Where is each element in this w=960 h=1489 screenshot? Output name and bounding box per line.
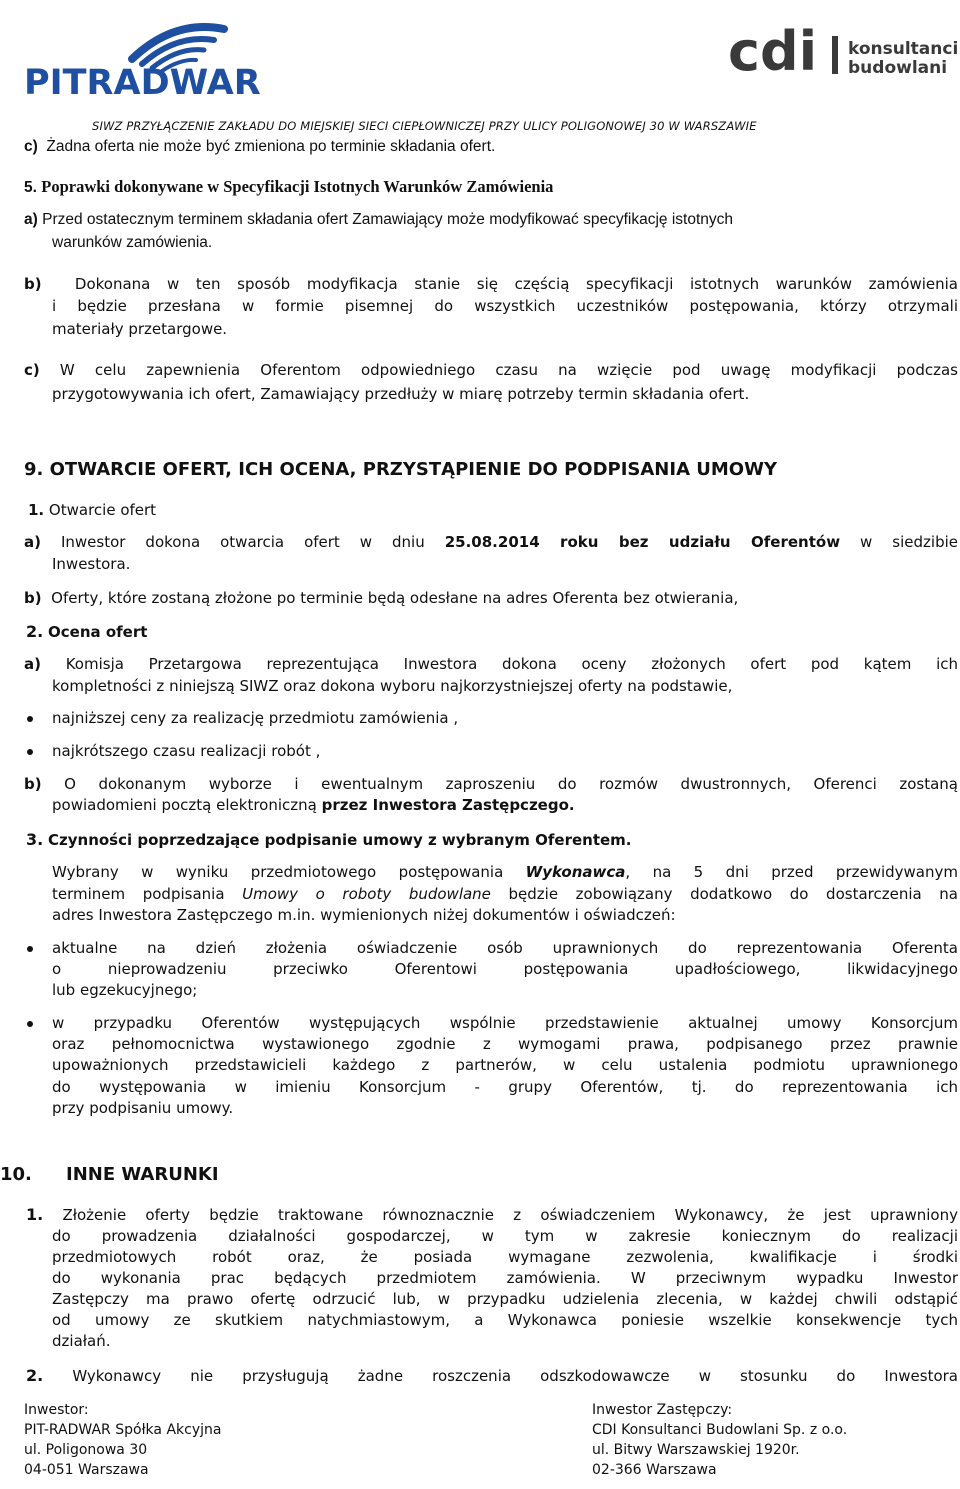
s10-p1-line2: do prowadzenia działalności gospodarczej, w tym w zakresie koniecznym do realizacji [52, 1227, 958, 1245]
footer-investor-name: PIT-RADWAR Spółka Akcyjna [24, 1422, 222, 1438]
s10-p2-line1: 2. Wykonawcy nie przysługują żadne roszczenia odszkodowawcze w stosunku do Inwestora [26, 1366, 958, 1385]
s10-p1-line3: przedmiotowych robót oraz, że posiada wymagane zezwolenia, kwalifikacje i środki [52, 1248, 958, 1266]
s10-num: 10. [0, 1164, 32, 1185]
footer-substitute-label: Inwestor Zastępczy: [592, 1402, 733, 1418]
cdi-logo-line2: budowlani [848, 58, 948, 78]
s9-bullet2: najkrótszego czasu realizacji robót , [52, 742, 321, 760]
s9-p2-title: 2. Ocena ofert [26, 622, 148, 641]
bullet-icon [27, 1021, 33, 1027]
footer-substitute-city: 02-366 Warszawa [592, 1462, 717, 1478]
s8-c2-line1: c) W celu zapewnienia Oferentom odpowiedniego czasu na wzięcie pod uwagę modyfikacji podczas [24, 361, 958, 379]
siwz-header: SIWZ PRZYŁĄCZENIE ZAKŁADU DO MIEJSKIEJ SIECI CIEPŁOWNICZEJ PRZY ULICY POLIGONOWEJ 30 W WARSZAWIE [92, 119, 757, 133]
s9-b: b) Oferty, które zostaną złożone po terminie będą odesłane na adres Oferenta bez otwierania, [24, 589, 739, 607]
s8-b-line2: i będzie przesłana w formie pisemnej do wszystkich uczestników postępowania, którzy otrzymali [52, 297, 958, 315]
pitradwar-logo-mark [24, 14, 274, 99]
s9-a2-line1: a) Komisja Przetargowa reprezentująca Inwestora dokona oceny złożonych ofert pod kątem ich [24, 655, 959, 673]
s9-bullet1: najniższej ceny za realizację przedmiotu zamówienia , [52, 709, 459, 727]
s8-a-line2: warunków zamówienia. [52, 234, 213, 251]
s9-p3-line2: terminem podpisania Umowy o roboty budowlane będzie zobowiązany dodatkowo do dostarczenia na [52, 885, 958, 903]
s9-a-line2: Inwestora. [52, 555, 131, 573]
s9-a-line1: a) Inwestor dokona otwarcia ofert w dniu 25.08.2014 roku bez udziału Oferentów w siedzibie [24, 533, 958, 551]
s9-bullet4-line4: do występowania w imieniu Konsorcjum - grupy Oferentów, tj. do reprezentowania ich [52, 1078, 958, 1096]
s9-bullet4-line2: oraz pełnomocnictwa wystawionego zgodnie z wymogami prawa, podpisanego przez prawnie [52, 1035, 958, 1053]
footer-substitute-name: CDI Konsultanci Budowlani Sp. z o.o. [592, 1422, 848, 1438]
s10-p1-line1: 1. Złożenie oferty będzie traktowane równoznacznie z oświadczeniem Wykonawcy, że jest uprawniony [26, 1205, 958, 1224]
footer-investor-city: 04-051 Warszawa [24, 1462, 149, 1478]
bullet-icon [27, 946, 33, 952]
s9-bullet3-line1: aktualne na dzień złożenia oświadczenie osób uprawnionych do reprezentowania Oferenta [52, 939, 958, 957]
s9-bullet4-line1: w przypadku Oferentów występujących wspólnie przedstawienie aktualnej umowy Konsorcjum [52, 1014, 958, 1032]
footer-investor-street: ul. Poligonowa 30 [24, 1442, 148, 1458]
s8-c: c) Żadna oferta nie może być zmieniona po terminie składania ofert. [24, 138, 496, 155]
bullet-icon [27, 749, 33, 755]
s10-title: INNE WARUNKI [66, 1164, 219, 1185]
s9-p3-line1: Wybrany w wyniku przedmiotowego postępowania Wykonawca, na 5 dni przed przewidywanym [52, 863, 958, 881]
pitradwar-logo [24, 14, 274, 99]
s9-b2-line1: b) O dokonanym wyborze i ewentualnym zaproszeniu do rozmów dwustronnych, Oferenci zostaną [24, 775, 958, 793]
cdi-logo-mark [728, 14, 960, 99]
s9-bullet4-line3: upoważnionych przedstawicieli każdego z partnerów, w celu ustalenia podmiotu uprawnionego [52, 1056, 958, 1074]
s8-c2-line2: przygotowywania ich ofert, Zamawiający przedłuży w miarę potrzeby termin składania ofert. [52, 385, 750, 403]
s9-bullet4-line5: przy podpisaniu umowy. [52, 1099, 234, 1117]
pitradwar-logo-text: PITRADWAR [24, 63, 261, 99]
s9-p1-title: 1. Otwarcie ofert [28, 501, 157, 519]
s10-p1-line4: do wykonania prac będących przedmiotem zamówienia. W przeciwnym wypadku Inwestor [52, 1269, 958, 1287]
s9-bullet3-line3: lub egzekucyjnego; [52, 981, 198, 999]
s9-p3-line3: adres Inwestora Zastępczego m.in. wymienionych niżej dokumentów i oświadczeń: [52, 906, 676, 924]
s10-p1-line5: Zastępczy ma prawo ofertę odrzucić lub, w przypadku udzielenia zlecenia, w każdej chwili odstąpić [52, 1290, 958, 1308]
s9-bullet3-line2: o nieprowadzeniu przeciwko Oferentowi postępowania upadłościowego, likwidacyjnego [52, 960, 958, 978]
s8-a-line1: a) Przed ostatecznym terminem składania ofert Zamawiający może modyfikować specyfikację istotnych [24, 211, 733, 228]
s8-b-line3: materiały przetargowe. [52, 320, 228, 338]
s10-p1-line7: działań. [52, 1332, 111, 1350]
s8-p5-heading: 5. Poprawki dokonywane w Specyfikacji Istotnych Warunków Zamówienia [24, 177, 554, 196]
s9-heading: 9. OTWARCIE OFERT, ICH OCENA, PRZYSTĄPIENIE DO PODPISANIA UMOWY [24, 459, 777, 480]
s9-b2-line2: powiadomieni pocztą elektroniczną przez Inwestora Zastępczego. [52, 796, 575, 814]
cdi-logo [728, 14, 960, 99]
footer-substitute-street: ul. Bitwy Warszawskiej 1920r. [592, 1442, 800, 1458]
footer-investor-label: Inwestor: [24, 1402, 89, 1418]
cdi-logo-line1: konsultanci [848, 39, 959, 59]
s9-a2-line2: kompletności z niniejszą SIWZ oraz dokona wyboru najkorzystniejszej oferty na podstawie, [52, 677, 733, 695]
s8-b-line1: b) Dokonana w ten sposób modyfikacja stanie się częścią specyfikacji istotnych warunków zamówienia [24, 275, 958, 293]
bullet-icon [27, 716, 33, 722]
s10-p1-line6: od umowy ze skutkiem natychmiastowym, a Wykonawca poniesie wszelkie konsekwencje tych [52, 1311, 958, 1329]
footer-investor [24, 1400, 221, 1480]
s9-p3-title: 3. Czynności poprzedzające podpisanie umowy z wybranym Oferentem. [26, 830, 632, 849]
footer-substitute-investor [592, 1400, 847, 1480]
cdi-logo-letters: cdi [728, 20, 818, 83]
